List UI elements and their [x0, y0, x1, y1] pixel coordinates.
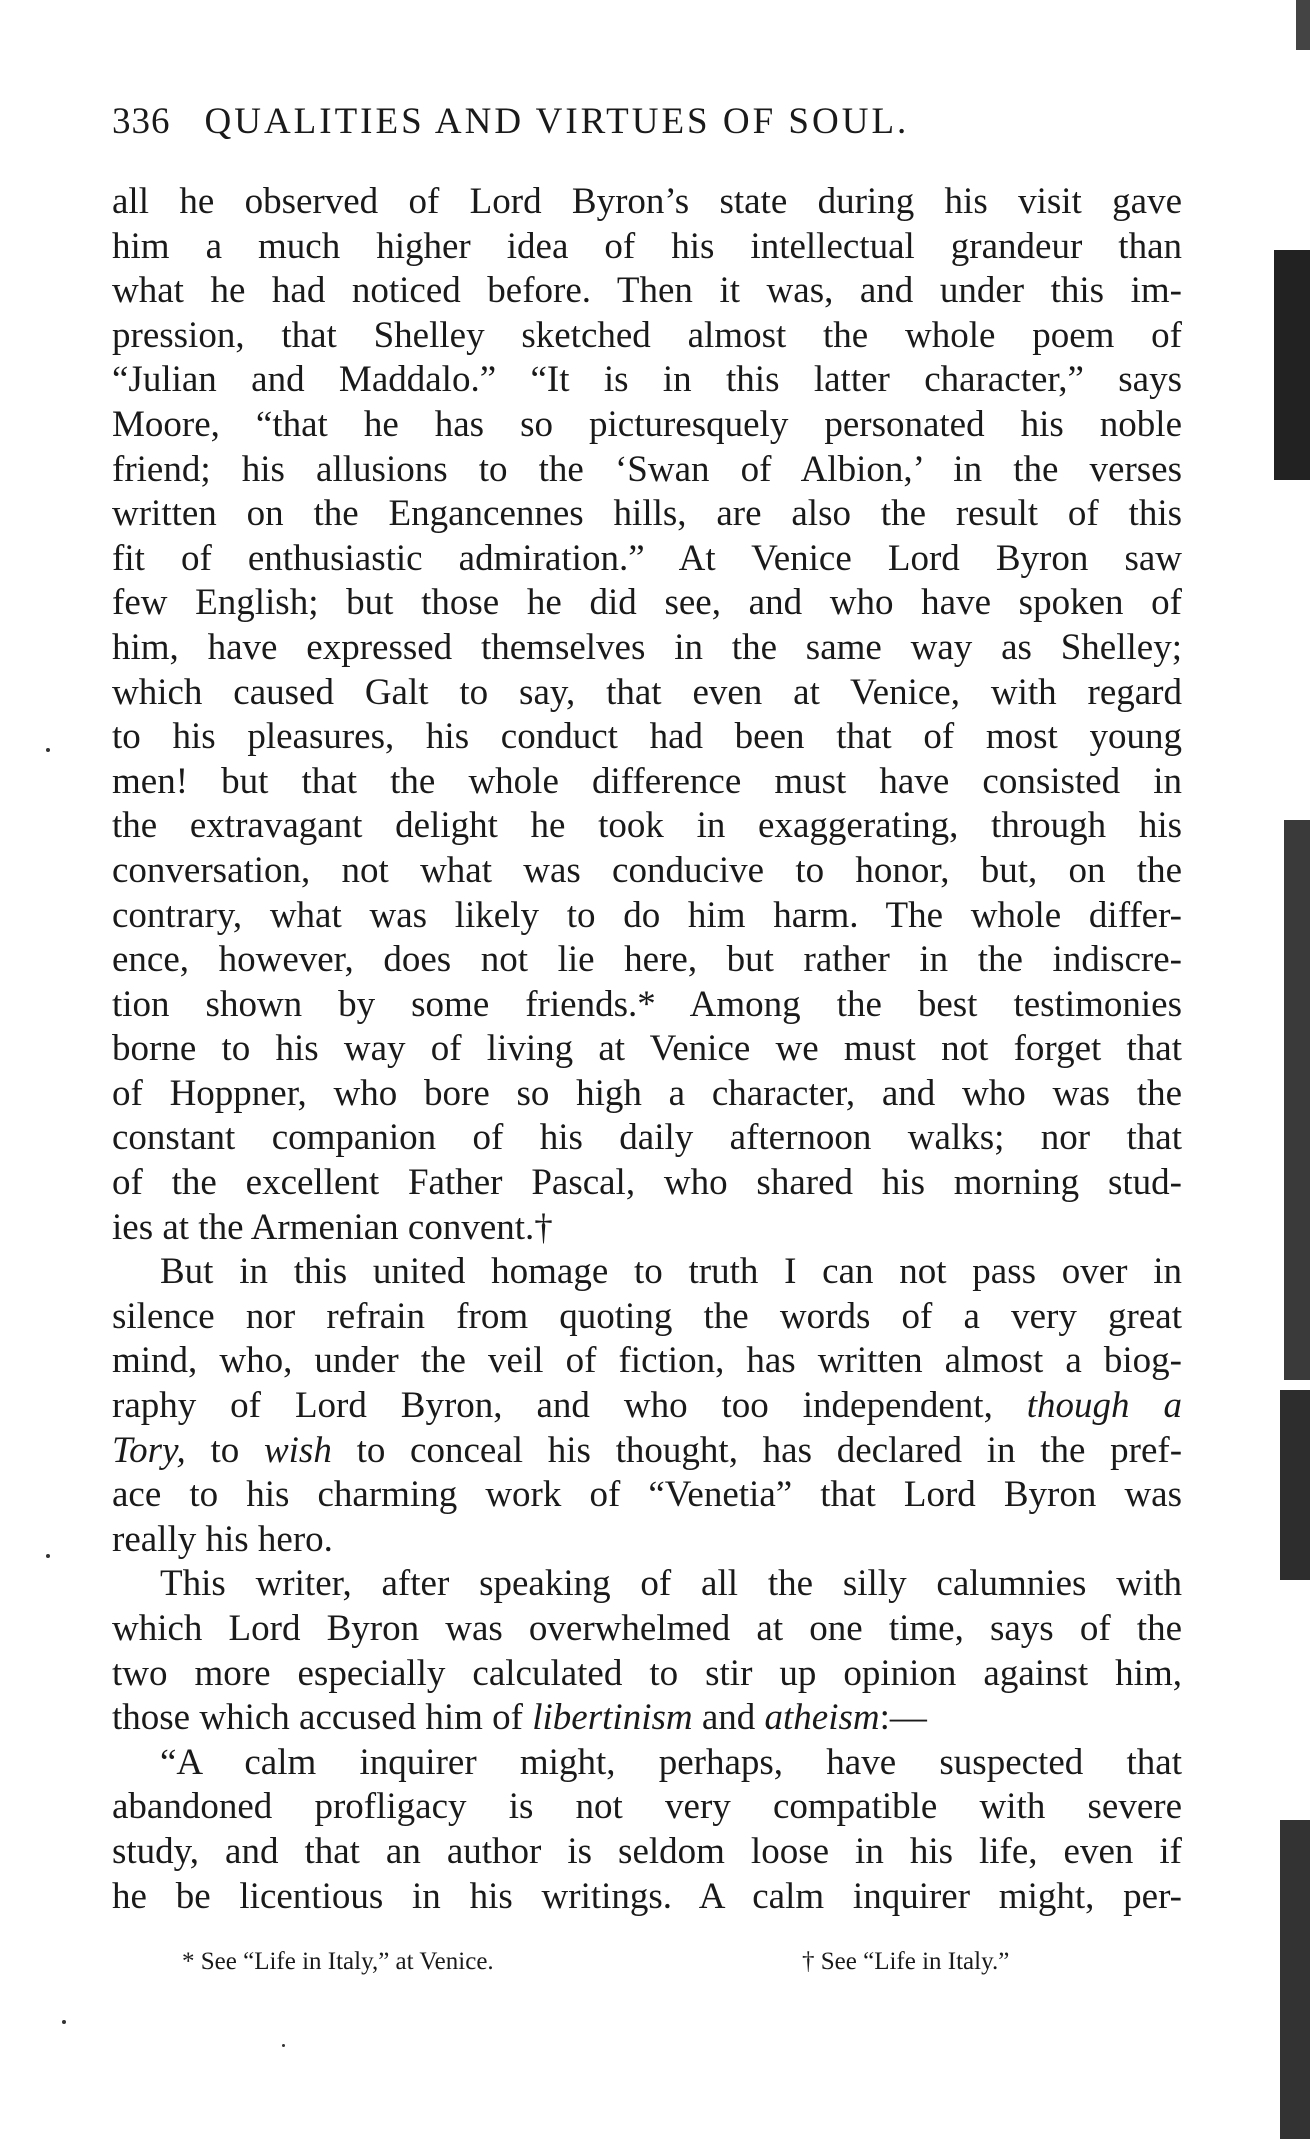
footnote-2: † See “Life in Italy.” — [802, 1948, 1010, 1975]
text-line: mind, who, under the veil of fiction, has written almost a biog- — [112, 1340, 1182, 1382]
text-line: all he observed of Lord Byron’s state during his visit gave — [112, 181, 1182, 222]
text-line: “Julian and Maddalo.” “It is in this latter character,” says — [112, 359, 1182, 401]
body-text — [112, 180, 1182, 1919]
italic-text: Tory, — [112, 1429, 186, 1471]
text-line: ies at the Armenian convent.† — [112, 1206, 553, 1248]
text-line: pression, that Shelley sketched almost the whole poem of — [112, 314, 1182, 356]
running-header — [112, 100, 1192, 143]
text-line: silence nor refrain from quoting the words of a very great — [112, 1295, 1182, 1337]
text-line: contrary, what was likely to do him harm. The whole differ- — [112, 894, 1182, 936]
text-line: what he had noticed before. Then it was, and under this im- — [112, 270, 1182, 312]
text-line — [112, 1429, 1182, 1474]
text-line: abandoned profligacy is not very compatible with severe — [112, 1786, 1182, 1828]
text-line: conversation, not what was conducive to honor, but, on the — [112, 849, 1182, 891]
italic-text: libertinism — [532, 1697, 693, 1739]
text-line: him a much higher idea of his intellectual grandeur than — [112, 225, 1182, 267]
text-segment: raphy of Lord Byron, and who too independent, — [112, 1385, 993, 1427]
text-line: which caused Galt to say, that even at Venice, with regard — [112, 671, 1182, 713]
text-line: ace to his charming work of “Venetia” that Lord Byron was — [112, 1474, 1182, 1516]
text-line: ence, however, does not lie here, but rather in the indiscre- — [112, 939, 1182, 981]
text-line: fit of enthusiastic admiration.” At Venice Lord Byron saw — [112, 537, 1182, 579]
text-segment: to — [210, 1429, 240, 1471]
text-line: written on the Engancennes hills, are also the result of this — [112, 493, 1182, 535]
text-line: This writer, after speaking of all the silly calumnies with — [160, 1563, 1182, 1605]
scan-edge-mark — [1274, 250, 1310, 480]
text-segment: and — [701, 1697, 756, 1739]
text-line — [112, 1696, 1182, 1741]
text-segment: to conceal his thought, has declared in the pref- — [356, 1429, 1183, 1471]
text-line: to his pleasures, his conduct had been that of most young — [112, 716, 1182, 758]
text-line: few English; but those he did see, and who have spoken of — [112, 582, 1182, 624]
text-line: he be licentious in his writings. A calm inquirer might, per- — [112, 1875, 1182, 1917]
text-line: two more especially calculated to stir up opinion against him, — [112, 1652, 1182, 1694]
text-line: borne to his way of living at Venice we must not forget that — [112, 1028, 1182, 1070]
scan-speck — [282, 2044, 285, 2047]
text-line: Moore, “that he has so picturesquely personated his noble — [112, 403, 1182, 445]
text-line: the extravagant delight he took in exaggerating, through his — [112, 805, 1182, 847]
text-line: of Hoppner, who bore so high a character, and who was the — [112, 1072, 1182, 1114]
running-title: QUALITIES AND VIRTUES OF SOUL. — [204, 101, 910, 142]
scan-edge-mark — [1284, 820, 1310, 1380]
text-line: tion shown by some friends.* Among the best testimonies — [112, 983, 1182, 1025]
italic-text: atheism — [764, 1697, 880, 1739]
text-line: friend; his allusions to the ‘Swan of Albion,’ in the verses — [112, 448, 1182, 490]
text-line: which Lord Byron was overwhelmed at one time, says of the — [112, 1608, 1182, 1649]
text-line: constant companion of his daily afternoon walks; nor that — [112, 1117, 1182, 1159]
text-line: him, have expressed themselves in the same way as Shelley; — [112, 626, 1182, 668]
scan-speck — [62, 2020, 66, 2024]
text-line: men! but that the whole difference must have consisted in — [112, 760, 1182, 802]
scan-edge-mark — [1296, 0, 1310, 50]
text-segment: :— — [879, 1697, 927, 1739]
text-segment: those which accused him of — [112, 1697, 523, 1739]
scan-speck — [46, 1554, 50, 1558]
text-line: study, and that an author is seldom loose in his life, even if — [112, 1830, 1182, 1872]
italic-text: though a — [1026, 1385, 1183, 1427]
scan-edge-mark — [1280, 1820, 1310, 2139]
text-line: But in this united homage to truth I can not pass over in — [160, 1251, 1182, 1293]
text-line — [112, 1384, 1182, 1429]
text-line: of the excellent Father Pascal, who shared his morning stud- — [112, 1162, 1182, 1204]
scan-edge-mark — [1280, 1390, 1310, 1580]
italic-text: wish — [263, 1429, 332, 1471]
page-number: 336 — [112, 101, 171, 142]
text-line: really his hero. — [112, 1518, 333, 1560]
text-line: “A calm inquirer might, perhaps, have suspected that — [160, 1741, 1182, 1783]
footnote-1: * See “Life in Italy,” at Venice. — [182, 1948, 494, 1975]
scan-speck — [46, 748, 50, 752]
